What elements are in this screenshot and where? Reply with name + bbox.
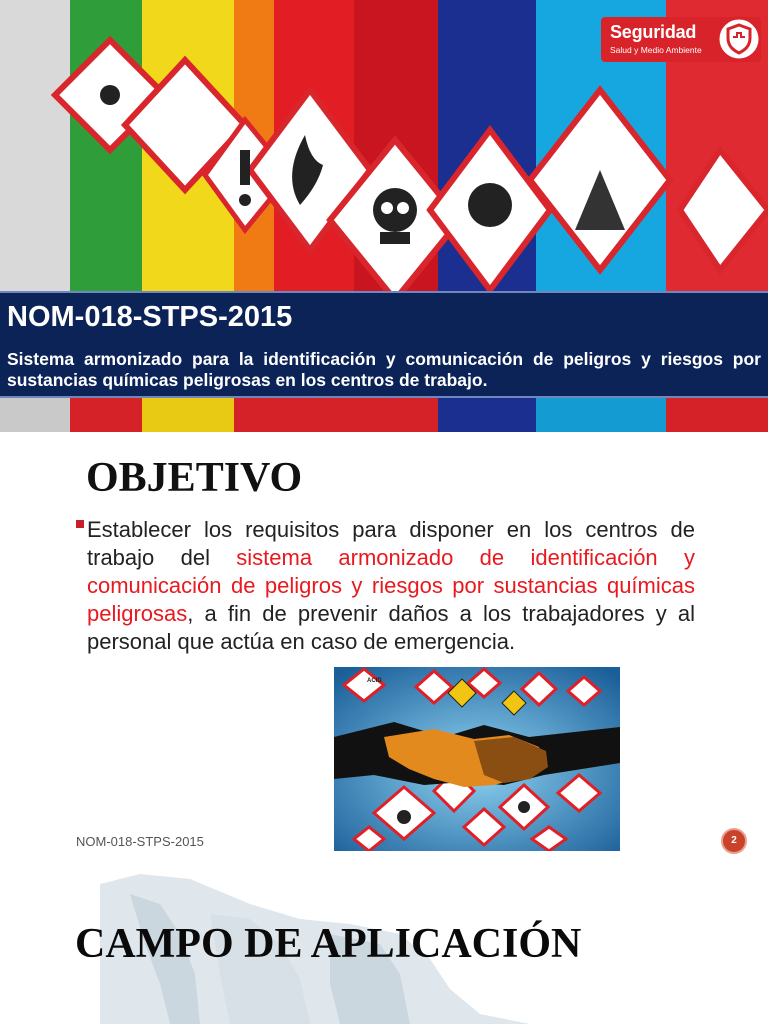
objective-heading: OBJETIVO (86, 455, 303, 501)
title-panel (0, 291, 768, 398)
title-slide (0, 0, 768, 432)
objective-text-part2: , a fin de prevenir daños a los trabajadores y al personal que actúa en caso de emergencia. (87, 601, 695, 654)
objective-text-highlight: sistema armonizado de identificación y comunicación de peligros y riesgos por sustancias químicas peligrosas (87, 545, 695, 626)
shield-icon (715, 15, 763, 63)
brand-title: Seguridad (610, 22, 697, 42)
footer-label: NOM-018-STPS-2015 (76, 834, 204, 849)
brand-logo (601, 17, 761, 62)
handshake-image (334, 667, 620, 851)
objective-text (87, 516, 695, 656)
brand-subtitle: Salud y Medio Ambiente (610, 45, 702, 55)
objective-text-part1: Establecer los requisitos para disponer en los centros de trabajo del (87, 517, 695, 570)
page-title: NOM-018-STPS-2015 (7, 301, 293, 333)
acid-label: ACID (367, 678, 382, 684)
page-subtitle: Sistema armonizado para la identificación y comunicación de peligros y riesgos por sustancias químicas peligrosas en los centros de trabajo. (7, 349, 761, 390)
bullet-marker (76, 520, 84, 528)
campo-slide (0, 864, 768, 1024)
campo-heading: CAMPO DE APLICACIÓN (75, 921, 582, 967)
page-number-badge: 2 (721, 828, 747, 854)
objective-slide (0, 432, 768, 864)
